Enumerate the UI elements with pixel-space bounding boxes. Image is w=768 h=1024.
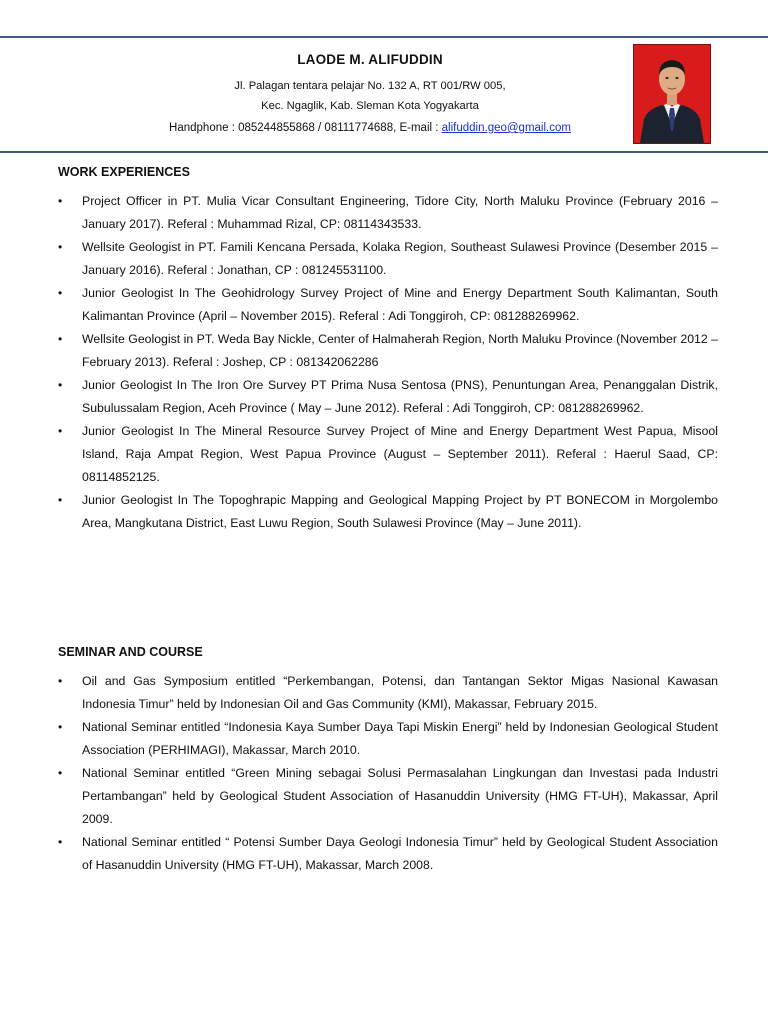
list-item: • Junior Geologist In The Iron Ore Survey PT Prima Nusa Sentosa (PNS), Penuntungan Area, Penanggalan Distrik, Subulussalam Region, Aceh Province ( May – June 2012). Referal : Adi Tonggiroh, CP: 081288269962. <box>58 374 718 420</box>
list-item: • Project Officer in PT. Mulia Vicar Consultant Engineering, Tidore City, North Maluku Province (February 2016 – January 2017). Referal : Muhammad Rizal, CP: 08114343533. <box>58 190 718 236</box>
list-item: • Junior Geologist In The Mineral Resource Survey Project of Mine and Energy Department West Papua, Misool Island, Raja Ampat Region, West Papua Province (August – September 2011). Referal : Haerul Saad, CP: 08114852125. <box>58 420 718 489</box>
list-item: • Wellsite Geologist in PT. Weda Bay Nickle, Center of Halmaherah Region, North Maluku Province (November 2012 – February 2013). Referal : Joshep, CP : 081342062286 <box>58 328 718 374</box>
header-divider <box>0 151 768 153</box>
candidate-name: LAODE M. ALIFUDDIN <box>297 52 443 67</box>
profile-photo <box>633 44 711 144</box>
contact-line <box>130 118 610 138</box>
list-item: • National Seminar entitled “Indonesia Kaya Sumber Daya Tapi Miskin Energi” held by Indonesian Geological Student Association (PERHIMAGI), Makassar, March 2010. <box>58 716 718 762</box>
top-divider <box>0 36 768 38</box>
work-experiences-heading: WORK EXPERIENCES <box>58 165 190 179</box>
list-item: • Oil and Gas Symposium entitled “Perkembangan, Potensi, dan Tantangan Sektor Migas Nasional Kawasan Indonesia Timur” held by Indonesian Oil and Gas Community (KMI), Makassar, February 2015. <box>58 670 718 716</box>
list-item: • Junior Geologist In The Geohidrology Survey Project of Mine and Energy Department South Kalimantan, South Kalimantan Province (April – November 2015). Referal : Adi Tonggiroh, CP: 081288269962. <box>58 282 718 328</box>
list-item: • Wellsite Geologist in PT. Famili Kencana Persada, Kolaka Region, Southeast Sulawesi Province (Desember 2015 – January 2016). Referal : Jonathan, CP : 081245531100. <box>58 236 718 282</box>
list-item: • National Seminar entitled “Green Mining sebagai Solusi Permasalahan Lingkungan dan Investasi pada Industri Pertambangan” held by Geological Student Association of Hasanuddin University (HMG FT-UH), Makassar, April 2009. <box>58 762 718 831</box>
seminar-course-section <box>58 645 718 877</box>
person-portrait-icon <box>634 45 710 143</box>
address-line-1: Jl. Palagan tentara pelajar No. 132 A, RT 001/RW 005, <box>234 80 506 92</box>
contact-phones: Handphone : 085244855868 / 08111774688, E-mail : <box>169 122 442 134</box>
seminar-course-list <box>58 670 718 877</box>
address-line-2: Kec. Ngaglik, Kab. Sleman Kota Yogyakarta <box>261 100 479 112</box>
work-experiences-list <box>58 190 718 535</box>
seminar-course-heading: SEMINAR AND COURSE <box>58 645 203 659</box>
work-experiences-section <box>58 165 718 535</box>
resume-header <box>130 52 610 138</box>
email-link[interactable]: alifuddin.geo@gmail.com <box>441 122 571 134</box>
list-item: • National Seminar entitled “ Potensi Sumber Daya Geologi Indonesia Timur” held by Geological Student Association of Hasanuddin University (HMG FT-UH), Makassar, March 2008. <box>58 831 718 877</box>
list-item: • Junior Geologist In The Topoghrapic Mapping and Geological Mapping Project by PT BONECOM in Morgolembo Area, Mangkutana District, East Luwu Region, South Sulawesi Province (May – June 2011). <box>58 489 718 535</box>
